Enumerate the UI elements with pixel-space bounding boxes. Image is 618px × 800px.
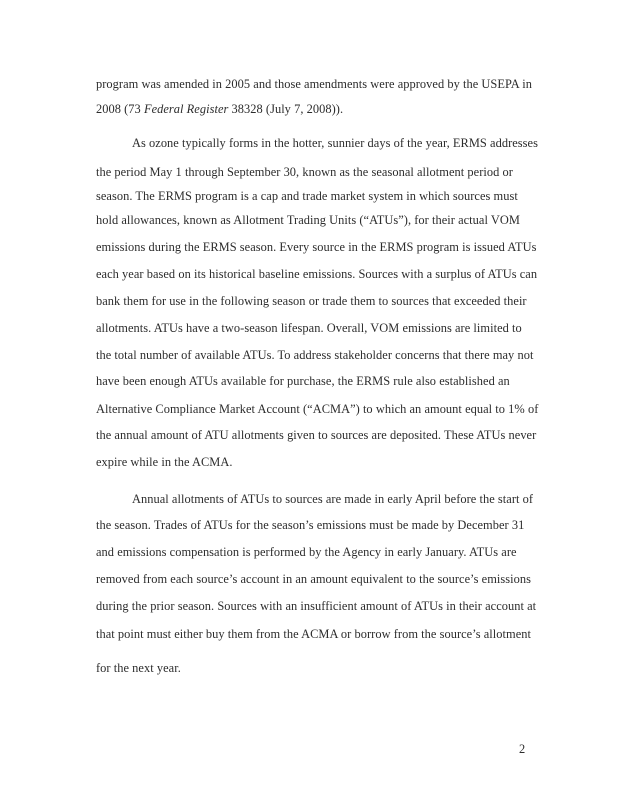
text-line-12: have been enough ATUs available for purchase, the ERMS rule also established an — [96, 374, 510, 388]
text-line-7: emissions during the ERMS season. Every source in the ERMS program is issued ATUs — [96, 240, 537, 254]
text-line-5: season. The ERMS program is a cap and trade market system in which sources must — [96, 189, 518, 203]
text-line-8: each year based on its historical baseline emissions. Sources with a surplus of ATUs can — [96, 267, 538, 281]
text-line-4: the period May 1 through September 30, known as the seasonal allotment period or — [96, 165, 513, 179]
text-line-20: during the prior season. Sources with an insufficient amount of ATUs in their account at — [96, 599, 537, 613]
text-line-11: the total number of available ATUs. To address stakeholder concerns that there may not — [96, 348, 534, 362]
text-line-13: Alternative Compliance Market Account (“ACMA”) to which an amount equal to 1% of — [96, 402, 539, 416]
text-line-2 — [96, 102, 343, 117]
text-line-16: Annual allotments of ATUs to sources are made in early April before the start of — [132, 492, 534, 506]
text-line-14: the annual amount of ATU allotments given to sources are deposited. These ATUs never — [96, 428, 537, 442]
text-line-2-end: 38328 (July 7, 2008)). — [228, 102, 344, 116]
text-line-3: As ozone typically forms in the hotter, sunnier days of the year, ERMS addresses — [132, 136, 538, 150]
text-line-1: program was amended in 2005 and those amendments were approved by the USEPA in — [96, 77, 532, 91]
text-line-17: the season. Trades of ATUs for the season’s emissions must be made by December 31 — [96, 518, 525, 532]
text-line-18: and emissions compensation is performed by the Agency in early January. ATUs are — [96, 545, 517, 559]
text-line-22: for the next year. — [96, 661, 181, 675]
text-line-10: allotments. ATUs have a two-season lifespan. Overall, VOM emissions are limited to — [96, 321, 522, 335]
text-line-6: hold allowances, known as Allotment Trading Units (“ATUs”), for their actual VOM — [96, 213, 520, 227]
text-line-9: bank them for use in the following season or trade them to sources that exceeded their — [96, 294, 527, 308]
page-number: 2 — [519, 742, 526, 756]
text-line-2-start: 2008 (73 — [96, 102, 144, 116]
text-line-21: that point must either buy them from the ACMA or borrow from the source’s allotment — [96, 627, 531, 641]
text-line-19: removed from each source’s account in an amount equivalent to the source’s emissions — [96, 572, 531, 586]
text-line-15: expire while in the ACMA. — [96, 455, 233, 469]
federal-register-citation: Federal Register — [143, 102, 229, 116]
